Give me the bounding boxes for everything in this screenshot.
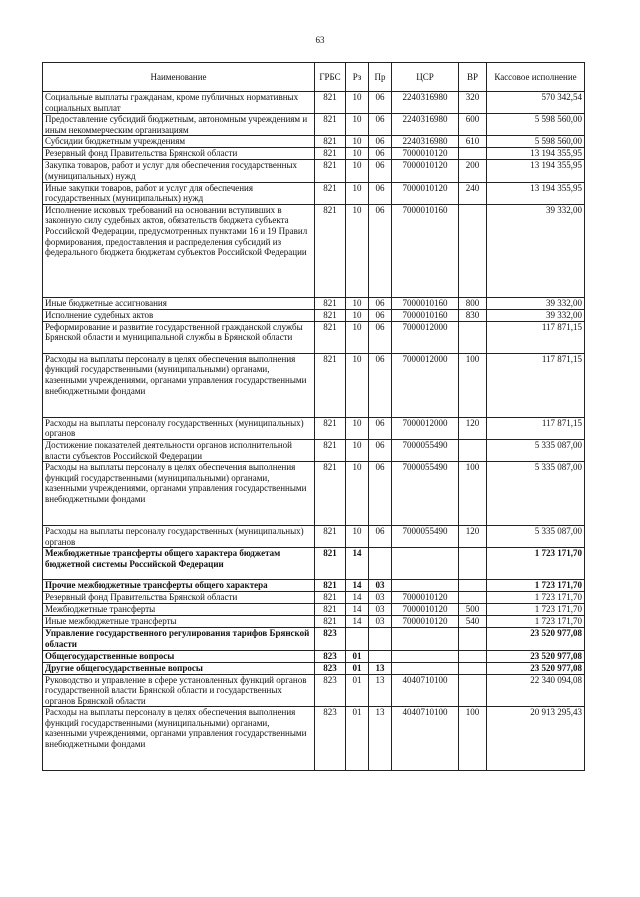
cell-grbs: 821 (315, 580, 346, 592)
cell-csr (392, 548, 459, 580)
cell-rz: 10 (346, 353, 369, 417)
cell-grbs: 821 (315, 148, 346, 160)
header-sum: Кассовое исполнение (487, 63, 585, 92)
cell-name: Предоставление субсидий бюджетным, автономным учреждениям и иным некоммерческим организациям (43, 114, 315, 136)
cell-pr: 06 (369, 204, 392, 297)
cell-vr: 500 (459, 604, 487, 616)
cell-rz: 14 (346, 580, 369, 592)
cell-csr: 4040710100 (392, 674, 459, 707)
cell-pr (369, 548, 392, 580)
cell-rz: 10 (346, 309, 369, 321)
cell-vr (459, 580, 487, 592)
cell-pr (369, 628, 392, 650)
cell-rz: 10 (346, 92, 369, 114)
table-row (43, 353, 585, 417)
cell-grbs: 823 (315, 628, 346, 650)
cell-name: Субсидии бюджетным учреждениям (43, 136, 315, 148)
cell-sum: 22 340 094,08 (487, 674, 585, 707)
cell-pr: 13 (369, 707, 392, 771)
table-row (43, 439, 585, 461)
table-row (43, 417, 585, 439)
budget-table (42, 62, 585, 771)
cell-pr: 06 (369, 297, 392, 309)
cell-pr: 06 (369, 321, 392, 353)
cell-rz: 10 (346, 204, 369, 297)
table-row (43, 580, 585, 592)
cell-vr (459, 592, 487, 604)
cell-name: Руководство и управление в сфере установленных функций органов государственной власти Брянской области и государственных органов Брянской области (43, 674, 315, 707)
cell-sum: 117 871,15 (487, 353, 585, 417)
cell-sum: 20 913 295,43 (487, 707, 585, 771)
cell-grbs: 821 (315, 114, 346, 136)
cell-vr (459, 662, 487, 674)
cell-sum: 39 332,00 (487, 309, 585, 321)
cell-vr: 100 (459, 462, 487, 526)
cell-rz: 10 (346, 182, 369, 204)
cell-csr: 7000012000 (392, 417, 459, 439)
cell-grbs: 823 (315, 650, 346, 662)
cell-csr: 7000010120 (392, 148, 459, 160)
cell-pr: 06 (369, 526, 392, 548)
cell-vr (459, 650, 487, 662)
table-row (43, 707, 585, 771)
cell-grbs: 821 (315, 92, 346, 114)
header-pr: Пр (369, 63, 392, 92)
cell-sum: 5 335 087,00 (487, 526, 585, 548)
table-row (43, 674, 585, 707)
cell-sum: 1 723 171,70 (487, 616, 585, 628)
cell-pr: 13 (369, 674, 392, 707)
table-body (43, 92, 585, 771)
header-rz: Рз (346, 63, 369, 92)
cell-csr: 7000012000 (392, 353, 459, 417)
cell-rz: 01 (346, 650, 369, 662)
table-header-row (43, 63, 585, 92)
cell-sum: 5 598 560,00 (487, 114, 585, 136)
cell-pr: 06 (369, 160, 392, 182)
cell-csr: 7000010120 (392, 592, 459, 604)
cell-name: Исполнение судебных актов (43, 309, 315, 321)
cell-pr: 06 (369, 92, 392, 114)
cell-grbs: 821 (315, 526, 346, 548)
cell-name: Расходы на выплаты персоналу государственных (муниципальных) органов (43, 417, 315, 439)
cell-pr: 03 (369, 580, 392, 592)
cell-rz: 01 (346, 662, 369, 674)
cell-grbs: 821 (315, 592, 346, 604)
cell-vr: 320 (459, 92, 487, 114)
cell-vr: 540 (459, 616, 487, 628)
cell-rz: 10 (346, 462, 369, 526)
cell-sum: 23 520 977,08 (487, 662, 585, 674)
cell-vr: 120 (459, 526, 487, 548)
cell-csr: 4040710100 (392, 707, 459, 771)
cell-name: Прочие межбюджетные трансферты общего характера (43, 580, 315, 592)
cell-sum: 570 342,54 (487, 92, 585, 114)
table-row (43, 148, 585, 160)
cell-pr (369, 650, 392, 662)
cell-sum: 23 520 977,08 (487, 650, 585, 662)
cell-csr (392, 650, 459, 662)
cell-name: Социальные выплаты гражданам, кроме публичных нормативных социальных выплат (43, 92, 315, 114)
cell-grbs: 821 (315, 182, 346, 204)
cell-grbs: 823 (315, 707, 346, 771)
cell-rz: 10 (346, 136, 369, 148)
cell-sum: 1 723 171,70 (487, 580, 585, 592)
cell-rz: 10 (346, 417, 369, 439)
cell-csr: 7000010120 (392, 616, 459, 628)
cell-sum: 1 723 171,70 (487, 592, 585, 604)
cell-rz: 10 (346, 439, 369, 461)
cell-pr: 03 (369, 592, 392, 604)
table-row (43, 321, 585, 353)
cell-grbs: 821 (315, 204, 346, 297)
cell-vr (459, 439, 487, 461)
table-row (43, 616, 585, 628)
cell-csr: 2240316980 (392, 136, 459, 148)
table-row (43, 160, 585, 182)
cell-pr: 06 (369, 309, 392, 321)
cell-grbs: 821 (315, 616, 346, 628)
cell-rz: 10 (346, 114, 369, 136)
table-row (43, 462, 585, 526)
cell-vr: 800 (459, 297, 487, 309)
cell-sum: 5 598 560,00 (487, 136, 585, 148)
cell-name: Расходы на выплаты персоналу государственных (муниципальных) органов (43, 526, 315, 548)
cell-vr (459, 148, 487, 160)
cell-sum: 13 194 355,95 (487, 160, 585, 182)
cell-pr: 06 (369, 417, 392, 439)
cell-grbs: 821 (315, 353, 346, 417)
header-csr: ЦСР (392, 63, 459, 92)
cell-rz (346, 628, 369, 650)
table-row (43, 628, 585, 650)
cell-name: Другие общегосударственные вопросы (43, 662, 315, 674)
cell-vr: 830 (459, 309, 487, 321)
cell-vr (459, 548, 487, 580)
cell-name: Расходы на выплаты персоналу в целях обеспечения выполнения функций государственными (муниципальными) органами, казенными учреждениями, органами управления государственными внебюджетными фондами (43, 462, 315, 526)
cell-grbs: 821 (315, 321, 346, 353)
cell-csr: 7000010160 (392, 297, 459, 309)
cell-grbs: 823 (315, 674, 346, 707)
cell-rz: 01 (346, 674, 369, 707)
cell-sum: 23 520 977,08 (487, 628, 585, 650)
cell-grbs: 821 (315, 160, 346, 182)
cell-sum: 117 871,15 (487, 417, 585, 439)
cell-sum: 1 723 171,70 (487, 604, 585, 616)
cell-name: Межбюджетные трансферты (43, 604, 315, 616)
cell-vr: 120 (459, 417, 487, 439)
cell-csr: 7000010120 (392, 604, 459, 616)
table-row (43, 114, 585, 136)
table-row (43, 526, 585, 548)
cell-sum: 117 871,15 (487, 321, 585, 353)
table-row (43, 650, 585, 662)
cell-pr: 13 (369, 662, 392, 674)
cell-csr (392, 628, 459, 650)
header-grbs: ГРБС (315, 63, 346, 92)
cell-grbs: 821 (315, 462, 346, 526)
table-row (43, 136, 585, 148)
cell-csr: 7000010120 (392, 182, 459, 204)
cell-grbs: 823 (315, 662, 346, 674)
cell-name: Резервный фонд Правительства Брянской области (43, 592, 315, 604)
table-row (43, 662, 585, 674)
cell-rz: 10 (346, 148, 369, 160)
cell-pr: 06 (369, 462, 392, 526)
cell-pr: 06 (369, 114, 392, 136)
cell-grbs: 821 (315, 604, 346, 616)
cell-vr (459, 628, 487, 650)
cell-sum: 39 332,00 (487, 297, 585, 309)
cell-pr: 03 (369, 616, 392, 628)
cell-csr: 7000010120 (392, 160, 459, 182)
cell-rz: 10 (346, 160, 369, 182)
cell-grbs: 821 (315, 439, 346, 461)
cell-vr (459, 674, 487, 707)
cell-vr: 100 (459, 707, 487, 771)
cell-pr: 03 (369, 604, 392, 616)
cell-vr: 200 (459, 160, 487, 182)
cell-pr: 06 (369, 353, 392, 417)
table-row (43, 297, 585, 309)
cell-vr (459, 204, 487, 297)
cell-sum: 1 723 171,70 (487, 548, 585, 580)
page-number: 63 (315, 35, 325, 45)
cell-sum: 5 335 087,00 (487, 439, 585, 461)
cell-vr: 240 (459, 182, 487, 204)
table-row (43, 592, 585, 604)
cell-sum: 5 335 087,00 (487, 462, 585, 526)
cell-rz: 14 (346, 548, 369, 580)
cell-name: Резервный фонд Правительства Брянской области (43, 148, 315, 160)
cell-name: Закупка товаров, работ и услуг для обеспечения государственных (муниципальных) нужд (43, 160, 315, 182)
cell-rz: 10 (346, 321, 369, 353)
cell-csr: 7000012000 (392, 321, 459, 353)
cell-csr: 2240316980 (392, 114, 459, 136)
cell-csr (392, 662, 459, 674)
cell-pr: 06 (369, 148, 392, 160)
cell-rz: 01 (346, 707, 369, 771)
cell-csr: 7000055490 (392, 462, 459, 526)
cell-rz: 14 (346, 616, 369, 628)
header-name: Наименование (43, 63, 315, 92)
table-row (43, 204, 585, 297)
cell-name: Исполнение исковых требований на основании вступивших в законную силу судебных актов, обязательств бюджета субъекта Российской Федерации, предусмотренных пунктами 16 и 19 Правил формирования, предоставления и распределения субсидий из федерального бюджета бюджетам субъектов Российской Федерации (43, 204, 315, 297)
cell-grbs: 821 (315, 548, 346, 580)
cell-name: Межбюджетные трансферты общего характера бюджетам бюджетной системы Российской Федерации (43, 548, 315, 580)
cell-rz: 14 (346, 592, 369, 604)
cell-sum: 39 332,00 (487, 204, 585, 297)
cell-name: Достижение показателей деятельности органов исполнительной власти субъектов Российской Федерации (43, 439, 315, 461)
cell-name: Расходы на выплаты персоналу в целях обеспечения выполнения функций государственными (муниципальными) органами, казенными учреждениями, органами управления государственными внебюджетными фондами (43, 353, 315, 417)
cell-grbs: 821 (315, 297, 346, 309)
cell-grbs: 821 (315, 309, 346, 321)
cell-vr: 610 (459, 136, 487, 148)
cell-name: Расходы на выплаты персоналу в целях обеспечения выполнения функций государственными (муниципальными) органами, казенными учреждениями, органами управления государственными внебюджетными фондами (43, 707, 315, 771)
cell-pr: 06 (369, 136, 392, 148)
table-row (43, 548, 585, 580)
cell-rz: 10 (346, 297, 369, 309)
cell-vr: 600 (459, 114, 487, 136)
cell-rz: 14 (346, 604, 369, 616)
cell-pr: 06 (369, 439, 392, 461)
cell-name: Иные бюджетные ассигнования (43, 297, 315, 309)
cell-csr: 7000010160 (392, 309, 459, 321)
cell-csr: 7000010160 (392, 204, 459, 297)
cell-vr: 100 (459, 353, 487, 417)
header-vr: ВР (459, 63, 487, 92)
cell-sum: 13 194 355,95 (487, 182, 585, 204)
cell-vr (459, 321, 487, 353)
cell-name: Общегосударственные вопросы (43, 650, 315, 662)
table-row (43, 92, 585, 114)
cell-csr: 2240316980 (392, 92, 459, 114)
cell-rz: 10 (346, 526, 369, 548)
table-row (43, 182, 585, 204)
table-row (43, 309, 585, 321)
cell-sum: 13 194 355,95 (487, 148, 585, 160)
cell-pr: 06 (369, 182, 392, 204)
cell-csr (392, 580, 459, 592)
cell-name: Управление государственного регулирования тарифов Брянской области (43, 628, 315, 650)
cell-csr: 7000055490 (392, 439, 459, 461)
cell-name: Реформирование и развитие государственной гражданской службы Брянской области и муниципальной службы в Брянской области (43, 321, 315, 353)
cell-name: Иные закупки товаров, работ и услуг для обеспечения государственных (муниципальных) нужд (43, 182, 315, 204)
cell-grbs: 821 (315, 136, 346, 148)
cell-grbs: 821 (315, 417, 346, 439)
cell-name: Иные межбюджетные трансферты (43, 616, 315, 628)
cell-csr: 7000055490 (392, 526, 459, 548)
table-row (43, 604, 585, 616)
